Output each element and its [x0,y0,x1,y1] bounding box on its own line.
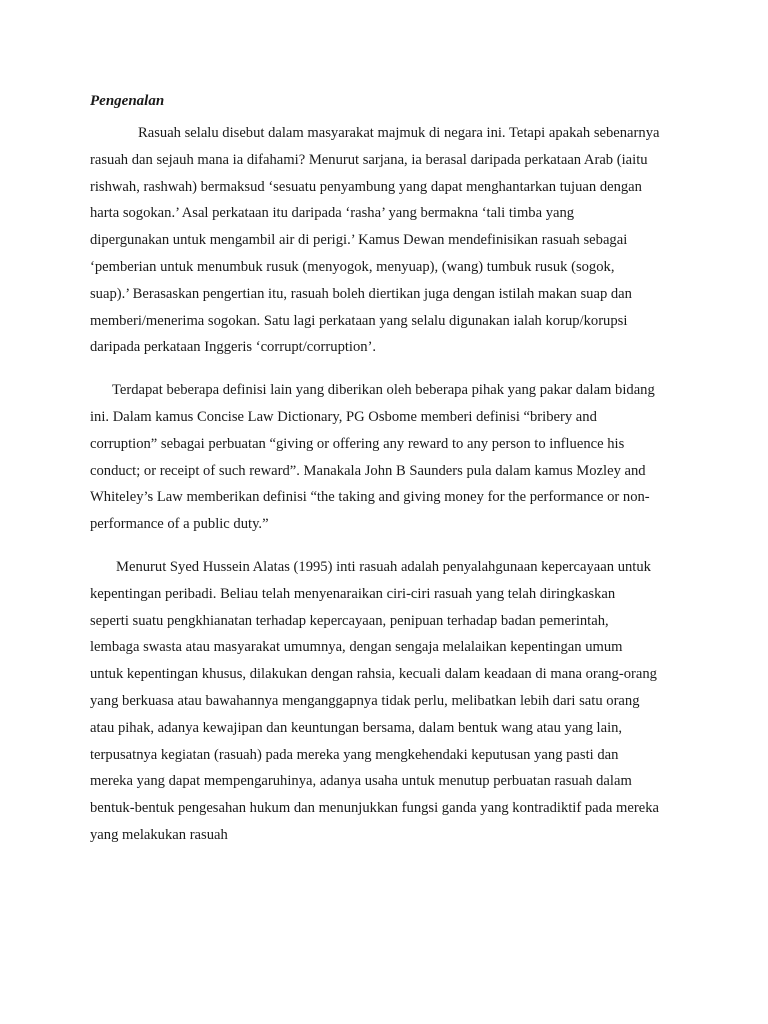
paragraph-line: Whiteley’s Law memberikan definisi “the taking and giving money for the performance or non- [90,489,650,506]
paragraph-line: ‘pemberian untuk menumbuk rusuk (menyogok, menyuap), (wang) tumbuk rusuk (sogok, [90,258,615,275]
paragraph-line: Menurut Syed Hussein Alatas (1995) inti rasuah adalah penyalahgunaan kepercayaan untuk [116,558,651,575]
paragraph-line: rasuah dan sejauh mana ia difahami? Menurut sarjana, ia berasal daripada perkataan Arab (iaitu [90,151,648,168]
paragraph-line: lembaga swasta atau masyarakat umumnya, dengan sengaja melalaikan kepentingan umum [90,639,623,656]
paragraph-line: suap).’ Berasaskan pengertian itu, rasuah boleh diertikan juga dengan istilah makan suap dan [90,285,632,302]
paragraph-line: seperti suatu pengkhianatan terhadap kepercayaan, penipuan terhadap badan pemerintah, [90,612,609,629]
paragraph-line: yang melakukan rasuah [90,826,228,843]
paragraph-line: rishwah, rashwah) bermaksud ‘sesuatu penyambung yang dapat menghantarkan tujuan dengan [90,178,642,195]
paragraph-line: atau pihak, adanya kewajipan dan keuntungan bersama, dalam bentuk wang atau yang lain, [90,719,623,736]
paragraph-line: corruption” sebagai perbuatan “giving or offering any reward to any person to influence his [90,435,625,452]
paragraph-line: untuk kepentingan khusus, dilakukan dengan rahsia, kecuali dalam keadaan di mana orang-orang [90,666,657,683]
paragraph-line: terpusatnya kegiatan (rasuah) pada mereka yang mengkehendaki keputusan yang pasti dan [90,746,619,763]
paragraph-line: Rasuah selalu disebut dalam masyarakat majmuk di negara ini. Tetapi apakah sebenarnya [138,125,660,141]
paragraph-line: performance of a public duty.” [90,516,269,533]
paragraph-line: harta sogokan.’ Asal perkataan itu daripada ‘rasha’ yang bermakna ‘tali timba yang [90,205,575,222]
paragraph-introduction [90,120,690,361]
paragraph-line: bentuk-bentuk pengesahan hukum dan menunjukkan fungsi ganda yang kontradiktif pada mereka [90,800,659,817]
paragraph-line: daripada perkataan Inggeris ‘corrupt/corruption’. [90,339,377,356]
paragraph-line: conduct; or receipt of such reward”. Manakala John B Saunders pula dalam kamus Mozley and [90,462,646,479]
paragraph-line: yang berkuasa atau bawahannya menganggapnya tidak perlu, melibatkan lebih dari satu orang [90,692,640,709]
paragraph-line: ini. Dalam kamus Concise Law Dictionary, PG Osbome memberi definisi “bribery and [90,408,597,425]
paragraph-line: memberi/menerima sogokan. Satu lagi perkataan yang selalu digunakan ialah korup/korupsi [90,312,628,329]
section-heading: Pengenalan [90,93,165,109]
paragraph-line: Terdapat beberapa definisi lain yang diberikan oleh beberapa pihak yang pakar dalam bidang [112,382,655,399]
paragraph-line: kepentingan peribadi. Beliau telah menyenaraikan ciri-ciri rasuah yang telah diringkaskan [90,585,616,602]
paragraph-definitions [90,377,690,538]
paragraph-line: dipergunakan untuk mengambil air di perigi.’ Kamus Dewan mendefinisikan rasuah sebagai [90,232,628,249]
document-page [90,88,690,849]
paragraph-alatas [90,554,690,849]
paragraph-line: mereka yang dapat mempengaruhinya, adanya usaha untuk menutup perbuatan rasuah dalam [90,773,632,790]
